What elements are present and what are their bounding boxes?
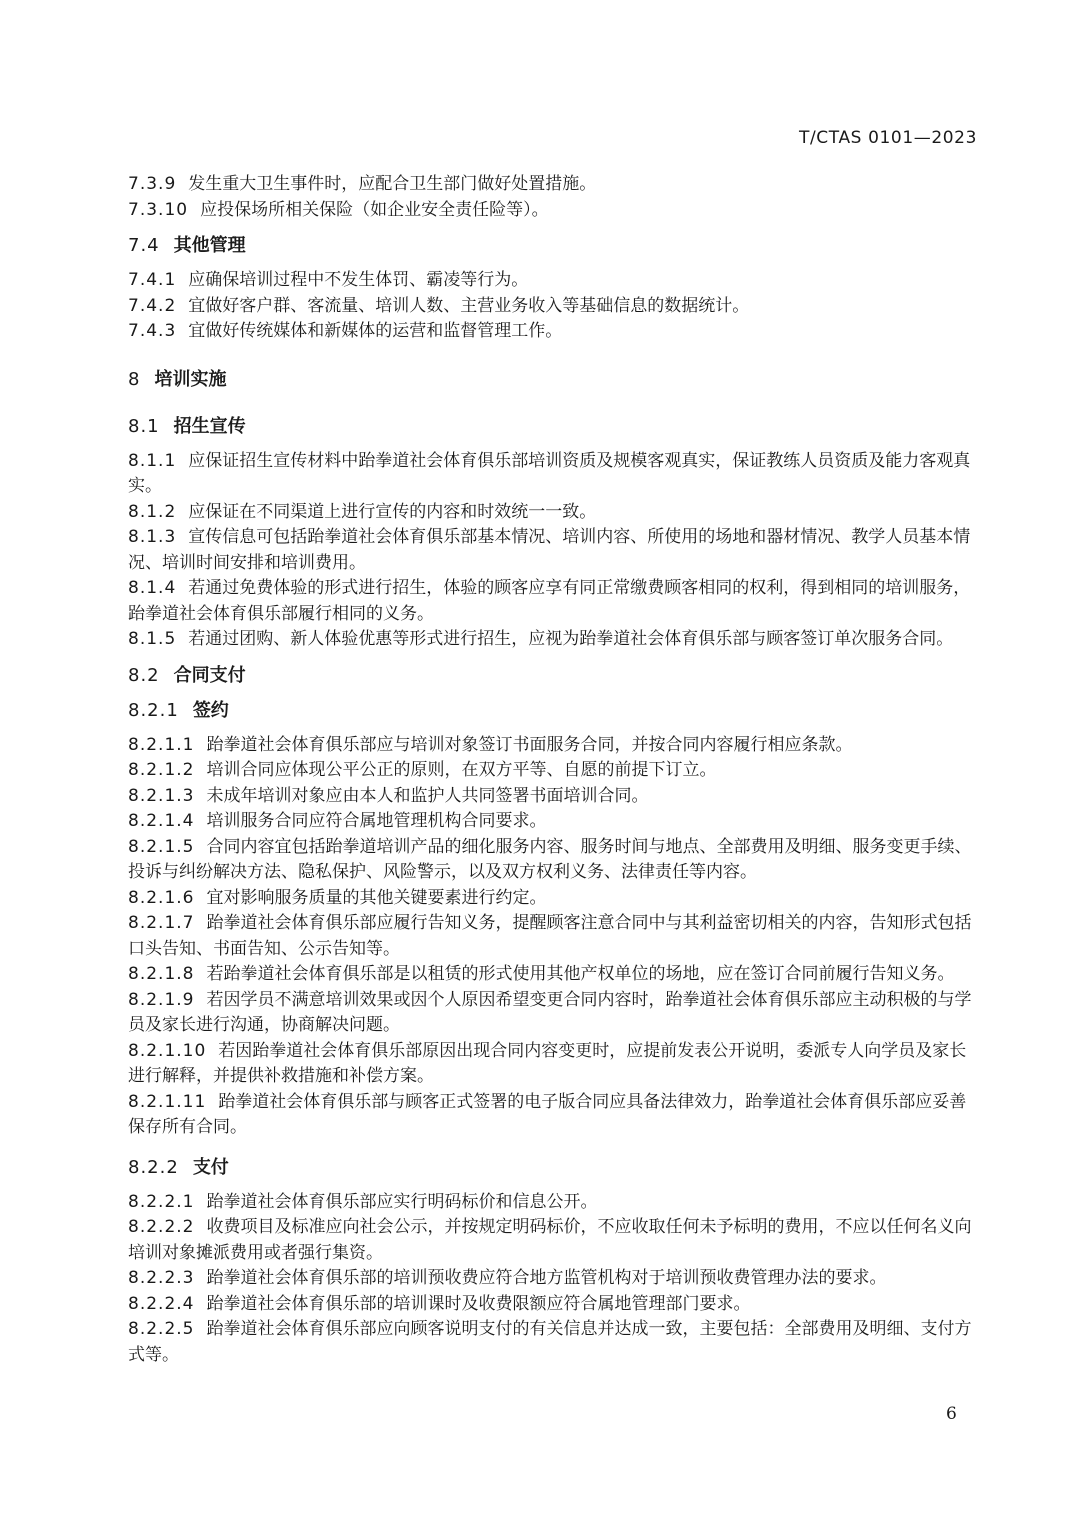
clause-number: 7.3.9 (128, 174, 177, 194)
heading-title: 合同支付 (173, 664, 246, 686)
clause (128, 319, 978, 345)
heading-title: 签约 (192, 699, 229, 721)
clause-text: 若通过团购、新人体验优惠等形式进行招生，应视为跆拳道社会体育俱乐部与顾客签订单次服务合同。 (188, 629, 954, 649)
clause-text: 宜对影响服务质量的其他关键要素进行约定。 (206, 887, 547, 908)
clause-text: 培训服务合同应符合属地管理机构合同要求。 (206, 811, 547, 831)
clause-text: 跆拳道社会体育俱乐部与顾客正式签署的电子版合同应具备法律效力，跆拳道社会体育俱乐部应妥善保存所有合同。 (128, 1091, 967, 1137)
clause (128, 198, 978, 224)
clause (128, 172, 978, 198)
clause-list-8-2-2 (128, 1190, 978, 1369)
clause (128, 576, 978, 627)
clause-number: 8.2.1.8 (128, 964, 195, 984)
heading-number: 8.2 (128, 664, 160, 686)
clause (128, 886, 978, 912)
clause-text: 应确保培训过程中不发生体罚、霸凌等行为。 (188, 270, 529, 290)
clause-number: 8.2.1.3 (128, 785, 195, 806)
clause (128, 449, 978, 500)
clause-number: 8.1.1 (128, 450, 177, 471)
clause (128, 1190, 978, 1216)
subsection-heading-8-2-1 (128, 698, 978, 723)
heading-number: 8.1 (128, 415, 160, 437)
subsection-heading-8-2-2 (128, 1155, 978, 1180)
clause-text: 若因跆拳道社会体育俱乐部原因出现合同内容变更时，应提前发表公开说明，委派专人向学员及家长进行解释，并提供补救措施和补偿方案。 (128, 1040, 967, 1086)
clause-text: 培训合同应体现公平公正的原则，在双方平等、自愿的前提下订立。 (206, 760, 717, 780)
clause-text: 应保证招生宣传材料中跆拳道社会体育俱乐部培训资质及规模客观真实，保证教练人员资质及能力客观真实。 (128, 450, 971, 496)
chapter-heading-8 (128, 367, 978, 392)
clause (128, 784, 978, 810)
clause-number: 8.2.2.5 (128, 1319, 195, 1339)
clause (128, 1039, 978, 1090)
clause-number: 8.1.3 (128, 527, 177, 547)
clause (128, 962, 978, 988)
page-number: 6 (946, 1404, 957, 1424)
clause-text: 跆拳道社会体育俱乐部应与培训对象签订书面服务合同，并按合同内容履行相应条款。 (206, 734, 853, 755)
clause-text: 应投保场所相关保险（如企业安全责任险等）。 (200, 199, 549, 220)
clause-text: 发生重大卫生事件时，应配合卫生部门做好处置措施。 (188, 174, 597, 194)
clause (128, 809, 978, 835)
clause (128, 835, 978, 886)
clause-number: 8.2.1.4 (128, 811, 195, 831)
section-heading-7-4 (128, 233, 978, 258)
clause-number: 7.3.10 (128, 199, 189, 220)
clause-text: 合同内容宜包括跆拳道培训产品的细化服务内容、服务时间与地点、全部费用及明细、服务变更手续、投诉与纠纷解决方法、隐私保护、风险警示，以及双方权利义务、法律责任等内容。 (128, 836, 972, 882)
clause-list-7-3 (128, 172, 978, 223)
clause (128, 1090, 978, 1141)
clause-text: 跆拳道社会体育俱乐部的培训预收费应符合地方监管机构对于培训预收费管理办法的要求。 (206, 1268, 887, 1288)
clause-text: 若因学员不满意培训效果或因个人原因希望变更合同内容时，跆拳道社会体育俱乐部应主动积极的与学员及家长进行沟通，协商解决问题。 (128, 989, 972, 1035)
clause (128, 500, 978, 526)
clause-text: 未成年培训对象应由本人和监护人共同签署书面培训合同。 (206, 785, 649, 806)
clause (128, 911, 978, 962)
clause-number: 8.2.1.10 (128, 1040, 207, 1061)
clause-text: 若跆拳道社会体育俱乐部是以租赁的形式使用其他产权单位的场地，应在签订合同前履行告知义务。 (206, 964, 955, 984)
clause (128, 294, 978, 320)
clause (128, 1317, 978, 1368)
clause-number: 8.2.2.1 (128, 1191, 195, 1212)
clause-number: 8.1.2 (128, 501, 177, 522)
heading-number: 8.2.1 (128, 699, 179, 721)
section-heading-8-1 (128, 414, 978, 439)
clause-list-7-4 (128, 268, 978, 345)
clause-text: 跆拳道社会体育俱乐部应向顾客说明支付的有关信息并达成一致，主要包括：全部费用及明细、支付方式等。 (128, 1319, 972, 1365)
clause (128, 758, 978, 784)
clause-number: 8.2.1.7 (128, 913, 195, 933)
clause (128, 1215, 978, 1266)
clause-number: 7.4.3 (128, 321, 177, 341)
clause-number: 8.2.2.4 (128, 1293, 195, 1314)
clause (128, 733, 978, 759)
clause-text: 宜做好客户群、客流量、培训人数、主营业务收入等基础信息的数据统计。 (188, 295, 750, 316)
clause-text: 宣传信息可包括跆拳道社会体育俱乐部基本情况、培训内容、所使用的场地和器材情况、教学人员基本情况、培训时间安排和培训费用。 (128, 527, 971, 573)
clause-text: 若通过免费体验的形式进行招生，体验的顾客应享有同正常缴费顾客相同的权利，得到相同的培训服务，跆拳道社会体育俱乐部履行相同的义务。 (128, 578, 971, 624)
heading-title: 培训实施 (154, 368, 227, 390)
clause-number: 8.1.4 (128, 578, 177, 598)
document-body (128, 172, 978, 1368)
clause-text: 宜做好传统媒体和新媒体的运营和监督管理工作。 (188, 321, 563, 341)
heading-title: 其他管理 (173, 235, 246, 256)
section-heading-8-2 (128, 663, 978, 688)
clause-text: 应保证在不同渠道上进行宣传的内容和时效统一一致。 (188, 501, 597, 522)
heading-number: 8.2.2 (128, 1156, 179, 1178)
clause-number: 8.1.5 (128, 629, 177, 649)
document-code: T/CTAS 0101—2023 (799, 128, 977, 148)
clause-number: 8.2.1.9 (128, 989, 195, 1010)
heading-title: 支付 (192, 1156, 229, 1178)
clause (128, 1292, 978, 1318)
clause-number: 8.2.2.2 (128, 1217, 195, 1237)
clause-number: 8.2.1.11 (128, 1091, 207, 1112)
clause-number: 8.2.1.5 (128, 836, 195, 857)
clause-text: 跆拳道社会体育俱乐部的培训课时及收费限额应符合属地管理部门要求。 (206, 1293, 751, 1314)
clause (128, 1266, 978, 1292)
clause-number: 8.2.1.1 (128, 734, 195, 755)
clause-text: 跆拳道社会体育俱乐部应履行告知义务，提醒顾客注意合同中与其利益密切相关的内容，告知形式包括口头告知、书面告知、公示告知等。 (128, 913, 972, 959)
clause-number: 7.4.1 (128, 270, 177, 290)
clause-text: 跆拳道社会体育俱乐部应实行明码标价和信息公开。 (206, 1191, 598, 1212)
clause (128, 988, 978, 1039)
clause (128, 525, 978, 576)
clause-list-8-1 (128, 449, 978, 653)
clause (128, 627, 978, 653)
heading-number: 7.4 (128, 235, 160, 256)
clause-text: 收费项目及标准应向社会公示，并按规定明码标价，不应收取任何未予标明的费用，不应以任何名义向培训对象摊派费用或者强行集资。 (128, 1217, 972, 1263)
clause-number: 8.2.1.6 (128, 887, 195, 908)
clause (128, 268, 978, 294)
clause-number: 8.2.2.3 (128, 1268, 195, 1288)
heading-number: 8 (128, 368, 141, 390)
clause-list-8-2-1 (128, 733, 978, 1141)
clause-number: 7.4.2 (128, 295, 177, 316)
heading-title: 招生宣传 (173, 415, 246, 437)
clause-number: 8.2.1.2 (128, 760, 195, 780)
